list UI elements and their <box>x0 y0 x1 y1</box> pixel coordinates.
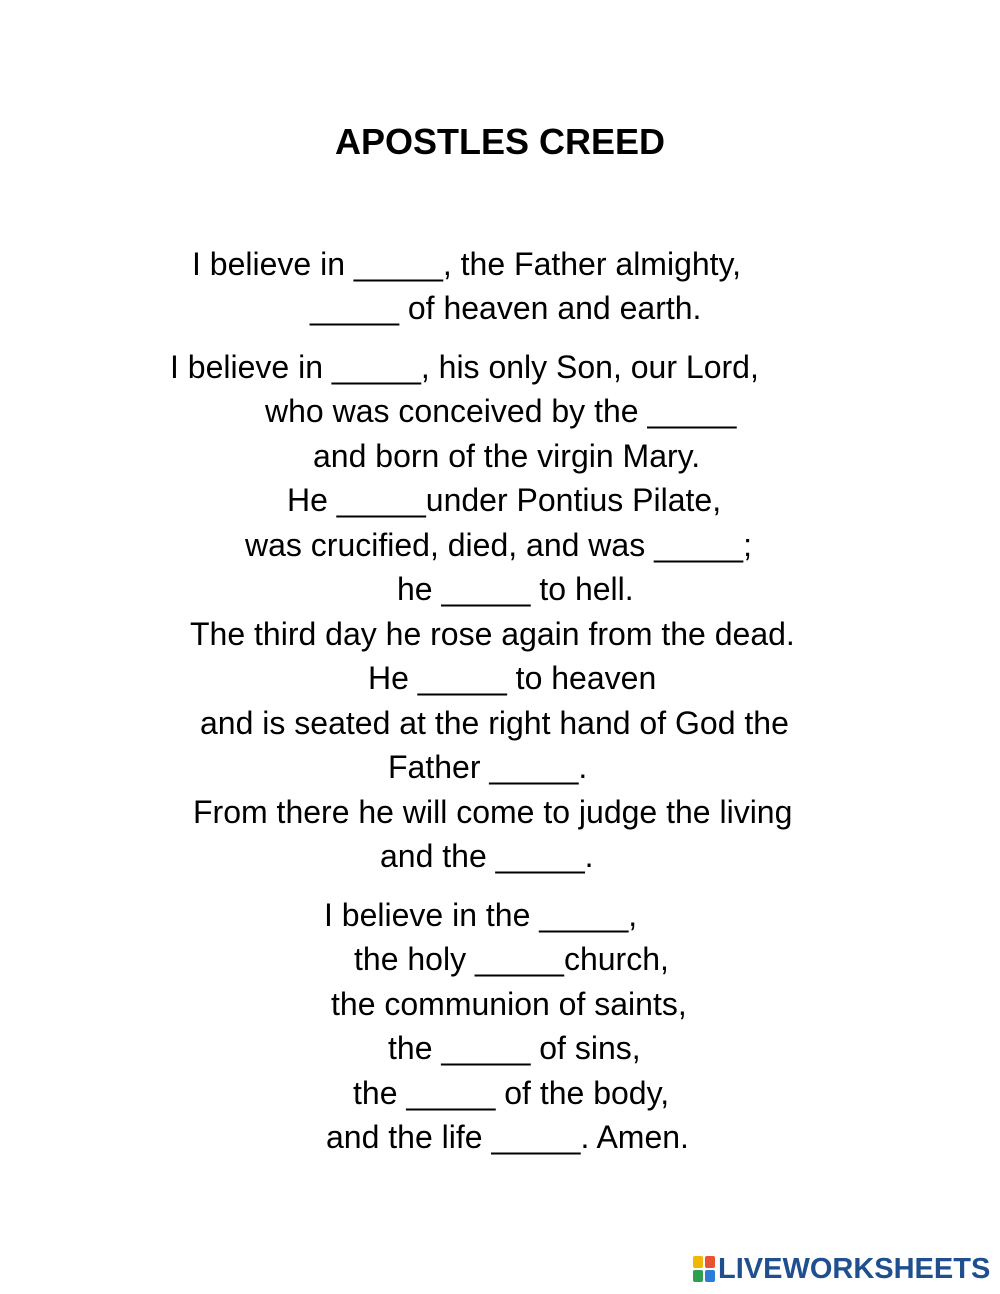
creed-line: He _____ to heaven <box>368 660 657 696</box>
creed-line: and the _____. <box>380 838 594 874</box>
creed-line: I believe in _____, his only Son, our Lord, <box>170 349 759 385</box>
creed-line: I believe in _____, the Father almighty, <box>192 246 742 282</box>
creed-line: I believe in the _____, <box>324 897 638 933</box>
liveworksheets-brand[interactable] <box>693 1251 990 1287</box>
creed-line: and born of the virgin Mary. <box>313 438 701 474</box>
brand-name: LIVEWORKSHEETS <box>718 1253 991 1285</box>
page-title: APOSTLES CREED <box>334 121 666 162</box>
logo-square <box>693 1270 703 1282</box>
logo-square <box>705 1270 715 1282</box>
creed-line: The third day he rose again from the dead. <box>190 616 795 652</box>
logo-square <box>693 1256 703 1268</box>
creed-line: the _____ of the body, <box>353 1075 670 1111</box>
creed-line: who was conceived by the _____ <box>265 393 737 429</box>
creed-line: Father _____. <box>388 749 588 785</box>
logo-square <box>705 1256 715 1268</box>
creed-line: From there he will come to judge the living <box>193 794 793 830</box>
liveworksheets-logo-icon <box>693 1256 715 1282</box>
creed-line: and the life _____. Amen. <box>326 1119 689 1155</box>
creed-line: He _____under Pontius Pilate, <box>287 482 722 518</box>
creed-line: the _____ of sins, <box>388 1030 641 1066</box>
creed-line: and is seated at the right hand of God the <box>200 705 789 741</box>
creed-line: the holy _____church, <box>354 941 669 977</box>
creed-line: he _____ to hell. <box>397 571 634 607</box>
creed-line: the communion of saints, <box>331 986 687 1022</box>
creed-line: _____ of heaven and earth. <box>310 290 702 326</box>
creed-line: was crucified, died, and was _____; <box>245 527 752 563</box>
